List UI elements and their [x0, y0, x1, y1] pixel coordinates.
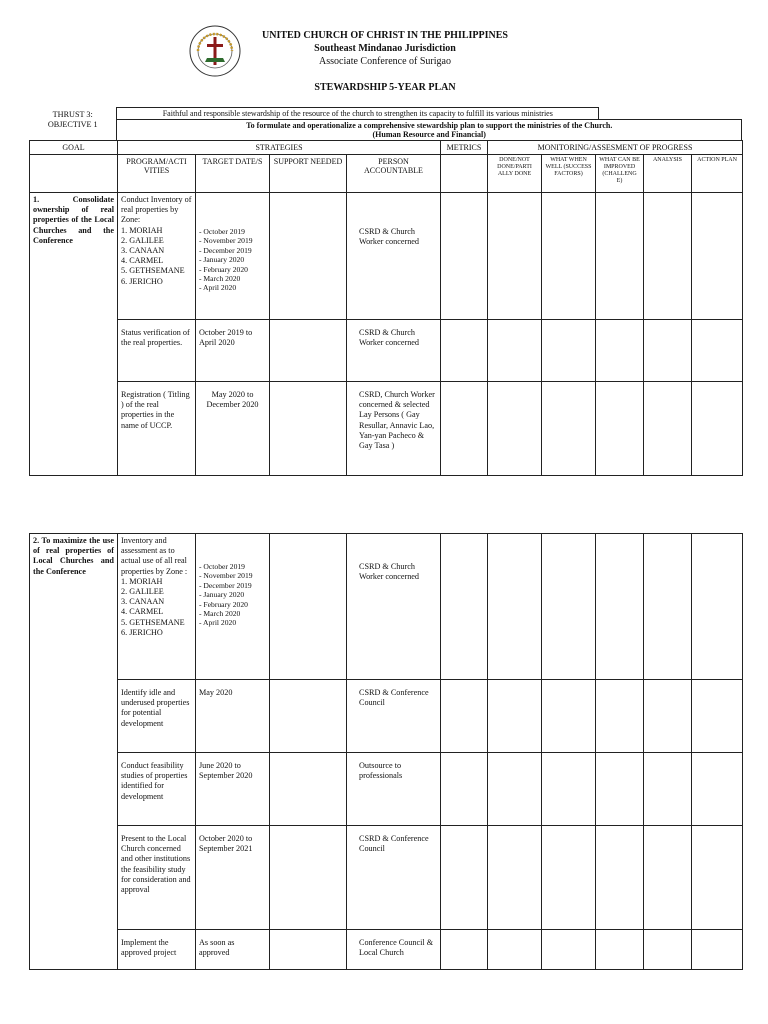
- table-row: [30, 930, 743, 970]
- person-cell: CSRD & Church Worker concerned: [347, 193, 441, 320]
- table-row: [30, 753, 743, 826]
- col-metrics: METRICS: [441, 141, 488, 155]
- jurisdiction-name: Southeast Mindanao Jurisdiction: [314, 43, 456, 54]
- thrust-table: [29, 107, 742, 141]
- person-cell: CSRD & Conference Council: [347, 680, 441, 753]
- table-row: [30, 320, 743, 382]
- objective-text: To formulate and operationalize a comprehensive stewardship plan to support the ministries of the Church.: [246, 121, 613, 130]
- program-cell: Present to the Local Church concerned and other institutions the feasibility study for consideration and approval: [118, 826, 196, 930]
- col-support: SUPPORT NEEDED: [270, 155, 347, 193]
- col-monitoring: MONITORING/ASSESMENT OF PROGRESS: [488, 141, 743, 155]
- org-name: UNITED CHURCH OF CHRIST IN THE PHILIPPINES: [262, 30, 508, 41]
- table-row: [30, 534, 743, 680]
- target-cell: June 2020 to September 2020: [196, 753, 270, 826]
- person-cell: Outsource to professionals: [347, 753, 441, 826]
- target-cell: - October 2019 - November 2019 - December 2019 - January 2020 - February 2020 - March 2020 - April 2020: [196, 193, 270, 320]
- col-action: ACTION PLAN: [692, 155, 743, 193]
- target-cell: October 2020 to September 2021: [196, 826, 270, 930]
- col-strategies: STRATEGIES: [118, 141, 441, 155]
- target-cell: As soon as approved: [196, 930, 270, 970]
- person-cell: CSRD, Church Worker concerned & selected Lay Persons ( Gay Resullar, Annavic Lao, Yan-yan Pacheco & Gay Tasa ): [347, 382, 441, 476]
- table-row: [30, 382, 743, 476]
- target-cell: - October 2019 - November 2019 - December 2019 - January 2020 - February 2020 - March 2020 - April 2020: [196, 534, 270, 680]
- conference-name: Associate Conference of Surigao: [319, 56, 451, 67]
- col-done: DONE/NOT DONE/PARTI ALLY DONE: [488, 155, 542, 193]
- col-goal: GOAL: [30, 141, 118, 155]
- table-row: [30, 193, 743, 320]
- plan-title: STEWARDSHIP 5-YEAR PLAN: [314, 82, 456, 93]
- target-cell: May 2020 to December 2020: [196, 382, 270, 476]
- goal-1: 1. Consolidate ownership of real properties of the Local Churches and the Conference: [30, 193, 118, 476]
- thrust-text: Faithful and responsible stewardship of the resource of the church to strengthen its capacity to fulfill its various ministries: [117, 108, 599, 120]
- objective-sub: (Human Resource and Financial): [372, 130, 486, 139]
- plan-table-1: [29, 140, 743, 476]
- col-person: PERSON ACCOUNTABLE: [347, 155, 441, 193]
- program-cell: Status verification of the real properties.: [118, 320, 196, 382]
- program-cell: Identify idle and underused properties for potential development: [118, 680, 196, 753]
- person-cell: CSRD & Church Worker concerned: [347, 534, 441, 680]
- target-cell: October 2019 to April 2020: [196, 320, 270, 382]
- col-what-when: WHAT WHEN WELL (SUCCESS FACTORS): [542, 155, 596, 193]
- thrust-label: THRUST 3:: [52, 109, 93, 119]
- person-cell: Conference Council & Local Church: [347, 930, 441, 970]
- program-cell: Implement the approved project: [118, 930, 196, 970]
- objective-label: OBJECTIVE 1: [47, 119, 98, 129]
- program-cell: Inventory and assessment as to actual use of all real properties by Zone : 1. MORIAH 2. GALILEE 3. CANAAN 4. CARMEL 5. GETHSEMANE 6. JERICHO: [118, 534, 196, 680]
- col-analysis: ANALYSIS: [644, 155, 692, 193]
- person-cell: CSRD & Church Worker concerned: [347, 320, 441, 382]
- col-target: TARGET DATE/S: [196, 155, 270, 193]
- table-row: [30, 680, 743, 753]
- program-cell: Conduct feasibility studies of properties identified for development: [118, 753, 196, 826]
- target-cell: May 2020: [196, 680, 270, 753]
- col-program: PROGRAM/ACTI VITIES: [118, 155, 196, 193]
- goal-2: 2. To maximize the use of real properties of Local Churches and the Conference: [30, 534, 118, 970]
- col-improved: WHAT CAN BE IMPROVED (CHALLENG E): [596, 155, 644, 193]
- plan-table-2: [29, 533, 743, 970]
- table-row: [30, 826, 743, 930]
- program-cell: Conduct Inventory of real properties by Zone: 1. MORIAH 2. GALILEE 3. CANAAN 4. CARMEL 5. GETHSEMANE 6. JERICHO: [118, 193, 196, 320]
- program-cell: Registration ( Titling ) of the real properties in the name of UCCP.: [118, 382, 196, 476]
- person-cell: CSRD & Conference Council: [347, 826, 441, 930]
